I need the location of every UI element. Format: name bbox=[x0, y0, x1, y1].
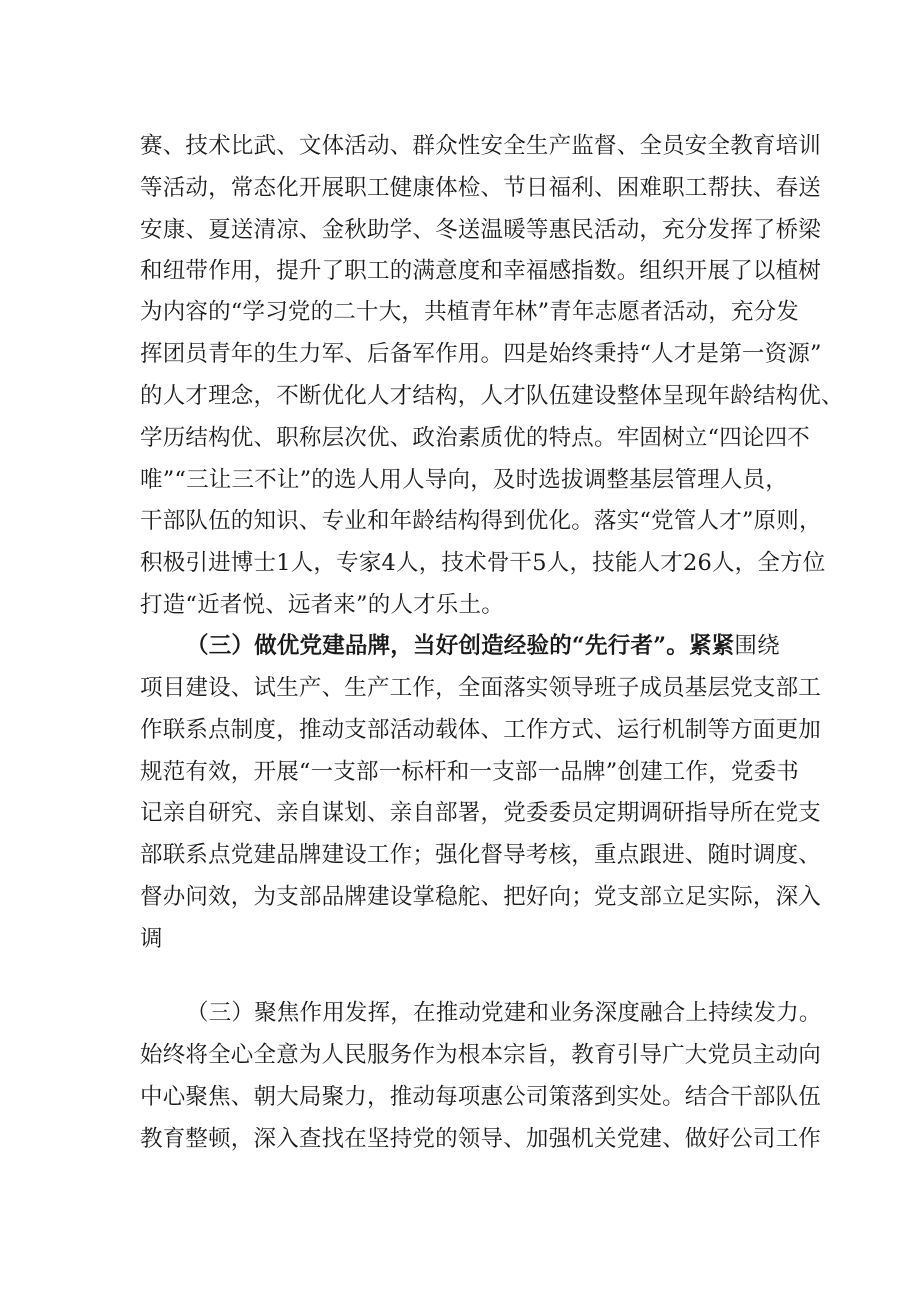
text-line: 记亲自研究、亲自谋划、亲自部署，党委委员定期调研指导所在党支 bbox=[140, 800, 822, 826]
text-line: （三）聚焦作用发挥，在推动党建和业务深度融合上持续发力。 bbox=[186, 1000, 822, 1026]
text-line: 为内容的“学习党的二十大，共植青年林”青年志愿者活动，充分发 bbox=[140, 299, 800, 325]
text-line: 干部队伍的知识、专业和年龄结构得到优化。落实“党管人才”原则， bbox=[140, 508, 822, 534]
heading-continuation: 围绕 bbox=[734, 633, 780, 659]
text-line: 规范有效，开展“一支部一标杆和一支部一品牌”创建工作，党委书 bbox=[140, 759, 800, 785]
text-line: 唯”“三让三不让”的选人用人导向，及时选拔调整基层管理人员， bbox=[140, 467, 789, 493]
text-line: 教育整顿，深入查找在坚持党的领导、加强机关党建、做好公司工作 bbox=[140, 1126, 822, 1152]
text-line: 和纽带作用，提升了职工的满意度和幸福感指数。组织开展了以植树 bbox=[140, 258, 822, 284]
section-heading: （三）做优党建品牌，当好创造经验的“先行者”。紧紧 bbox=[186, 633, 735, 659]
text-line: 调 bbox=[140, 926, 163, 952]
text-line: 挥团员青年的生力军、后备军作用。四是始终秉持“人才是第一资源” bbox=[140, 341, 822, 367]
text-line: 部联系点党建品牌建设工作；强化督导考核，重点跟进、随时调度、 bbox=[140, 842, 822, 868]
text-line: 学历结构优、职称层次优、政治素质优的特点。牢固树立“四论四不 bbox=[140, 425, 811, 451]
text-line: 中心聚焦、朝大局聚力，推动每项惠公司策落到实处。结合干部队伍 bbox=[140, 1084, 822, 1110]
text-line: 的人才理念，不断优化人才结构，人才队伍建设整体呈现年龄结构优、 bbox=[140, 383, 844, 409]
text-line: 督办问效，为支部品牌建设掌稳舵、把好向；党支部立足实际，深入 bbox=[140, 884, 822, 910]
text-line: 等活动，常态化开展职工健康体检、节日福利、困难职工帮扶、春送 bbox=[140, 175, 822, 201]
text-line: 积极引进博士1人，专家4人，技术骨干5人，技能人才26人，全方位 bbox=[140, 550, 826, 576]
text-line: 始终将全心全意为人民服务作为根本宗旨，教育引导广大党员主动向 bbox=[140, 1042, 822, 1068]
section-heading-line bbox=[186, 626, 780, 666]
text-line: 项目建设、试生产、生产工作，全面落实领导班子成员基层党支部工 bbox=[140, 675, 822, 701]
text-line: 赛、技术比武、文体活动、群众性安全生产监督、全员安全教育培训 bbox=[140, 133, 822, 159]
text-line: 打造“近者悦、远者来”的人才乐土。 bbox=[140, 592, 504, 618]
text-line: 安康、夏送清凉、金秋助学、冬送温暖等惠民活动，充分发挥了桥梁 bbox=[140, 217, 822, 243]
text-line: 作联系点制度，推动支部活动载体、工作方式、运行机制等方面更加 bbox=[140, 717, 822, 743]
